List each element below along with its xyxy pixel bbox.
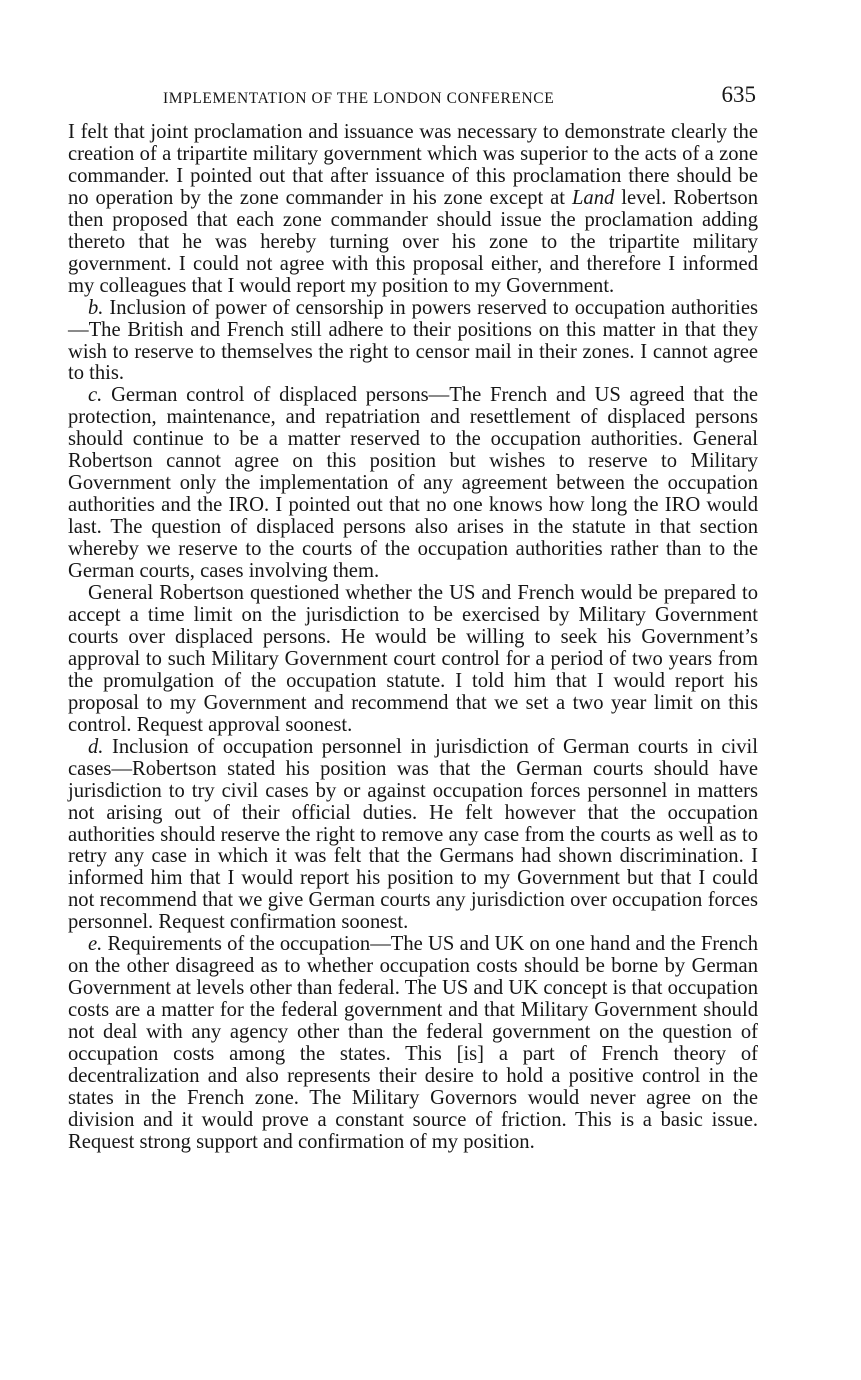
- paragraph-d: [68, 737, 758, 935]
- paragraph-robertson: [68, 583, 758, 737]
- item-letter-e: e.: [88, 933, 103, 956]
- text-run: Requirements of the occupation—The US and UK on one hand and the French on the other disagreed as to whether occupation costs should be borne by German Government at levels other than federal. The US and UK concept is that occupation costs are a matter for the federal government and that Military Government should not deal with any agency other than the federal government on the question of occupation costs among the states. This [is] a part of French theory of decentralization and also represents their desire to hold a positive control in the states in the French zone. The Military Governors would never agree on the division and it would prove a constant source of friction. This is a basic issue. Request strong support and confirmation of my position.: [68, 933, 758, 1153]
- text-run: German control of displaced persons—The French and US agreed that the protection, maintenance, and repatriation and resettlement of displaced persons should continue to be a matter reserved to the occupation authorities. General Robertson cannot agree on this position but wishes to reserve to Military Government only the implementation of any agreement between the occupation authorities and the IRO. I pointed out that no one knows how long the IRO would last. The question of displaced persons also arises in the statute in that section whereby we reserve to the courts of the occupation authorities rather than to the German courts, cases involving them.: [68, 384, 758, 583]
- item-letter-d: d.: [88, 735, 104, 758]
- document-page: [68, 78, 758, 1154]
- page-number: 635: [721, 82, 756, 107]
- running-head: [68, 78, 758, 122]
- item-letter-b: b.: [88, 296, 104, 319]
- text-run: I felt that joint proclamation and issuance was necessary to demonstrate clearly the creation of a tripartite military government which was superior to the acts of a zone commander. I pointed out that after issuance of this proclamation there should be no operation by the zone commander in his zone except at: [68, 121, 758, 209]
- text-run: Inclusion of occupation personnel in jurisdiction of German courts in civil cases—Robertson stated his position was that the German courts should have jurisdiction to try civil cases by or against occupation forces personnel in matters not arising out of their official duties. He felt however that the occupation authorities should reserve the right to remove any case from the courts as well as to retry any case in which it was felt that the Germans had shown discrimination. I informed him that I would report his position to my Government but that I could not recommend that we give German courts any jurisdiction over occupation forces personnel. Request confirmation soonest.: [68, 735, 758, 934]
- running-title: IMPLEMENTATION OF THE LONDON CONFERENCE: [163, 90, 555, 107]
- body-text: [68, 122, 758, 1154]
- paragraph-e: [68, 934, 758, 1154]
- text-run: Inclusion of power of censorship in powers reserved to occupation authorities—The British and French still adhere to their positions on this matter in that they wish to reserve to themselves the right to censor mail in their zones. I cannot agree to this.: [68, 296, 758, 385]
- text-run: General Robertson questioned whether the US and French would be prepared to accept a time limit on the jurisdiction to be exercised by Military Government courts over displaced persons. He would be willing to seek his Government’s approval to such Military Government court control for a period of two years from the promulgation of the occupation statute. I told him that I would report his proposal to my Government and recommend that we set a two year limit on this control. Request approval soonest.: [68, 582, 758, 736]
- paragraph-c: [68, 385, 758, 583]
- paragraph-1: [68, 122, 758, 298]
- paragraph-b: [68, 298, 758, 386]
- text-run: level. Robertson then proposed that each zone commander should issue the proclamation adding thereto that he was hereby turning over his zone to the tripartite military government. I could not agree with this proposal either, and therefore I informed my colleagues that I would report my position to my Government.: [68, 186, 758, 297]
- italic-term-land: Land: [571, 186, 615, 209]
- item-letter-c: c.: [88, 384, 103, 407]
